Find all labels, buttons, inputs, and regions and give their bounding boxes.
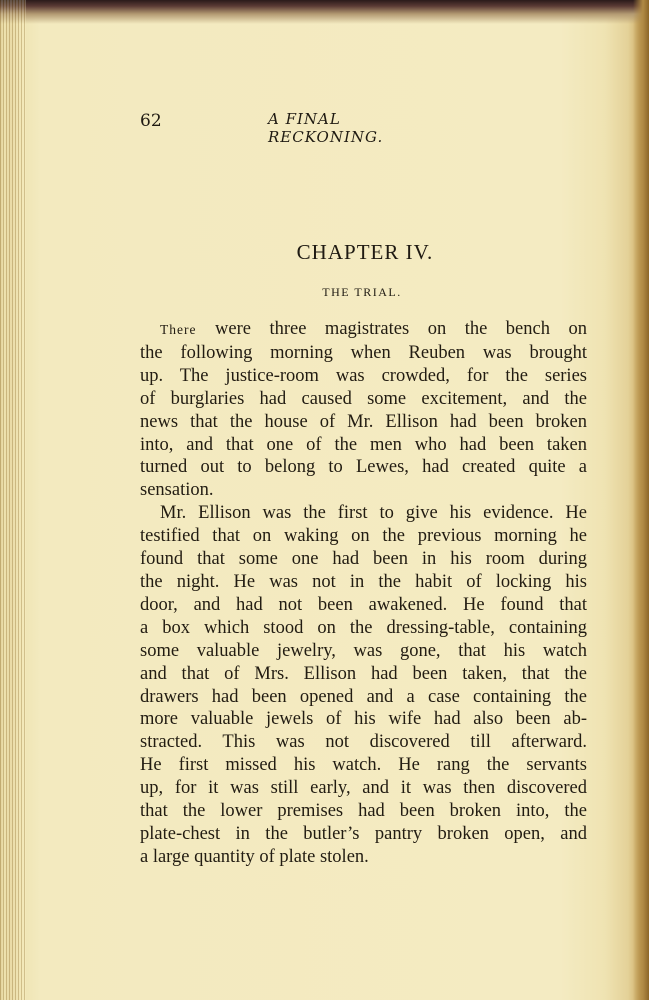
text-line: plate-chest in the butler’s pantry broken open, and: [140, 823, 587, 844]
text-line: into, and that one of the men who had been taken: [140, 434, 587, 455]
text-line: drawers had been opened and a case containing the: [140, 686, 587, 707]
chapter-heading: CHAPTER IV.: [296, 240, 434, 264]
text-line: There were three magistrates on the bench on: [160, 319, 587, 339]
text-line: the night. He was not in the habit of locking his: [140, 571, 587, 592]
text-line: Mr. Ellison was the first to give his evidence. He: [160, 503, 587, 524]
page-number: 62: [140, 111, 162, 131]
text-line: up, for it was still early, and it was then discovered: [140, 778, 587, 799]
paragraph-1: [140, 318, 587, 502]
text-line: news that the house of Mr. Ellison had been broken: [140, 411, 587, 432]
text-line: turned out to belong to Lewes, had created quite a: [140, 457, 587, 478]
text-line: more valuable jewels of his wife had also been ab-: [140, 709, 587, 730]
paragraph-2: [140, 502, 587, 869]
text-line: some valuable jewelry, was gone, that his watch: [140, 640, 587, 661]
text-line: He first missed his watch. He rang the servants: [140, 755, 587, 776]
page-top-shadow: [0, 0, 649, 24]
page-fore-edge: [633, 0, 649, 1000]
text-line: testified that on waking on the previous morning he: [140, 526, 587, 547]
small-caps-opening-word: There: [160, 322, 197, 337]
text-line: up. The justice-room was crowded, for the series: [140, 365, 587, 386]
running-head: [140, 108, 460, 146]
text-line: of burglaries had caused some excitement, and the: [140, 388, 587, 409]
text-line: a large quantity of plate stolen.: [140, 846, 369, 867]
text-line: that the lower premises had been broken into, the: [140, 801, 587, 822]
running-title: A FINAL RECKONING.: [268, 110, 384, 146]
chapter-subtitle: THE TRIAL.: [322, 285, 402, 299]
text-line: door, and had not been awakened. He found that: [140, 594, 587, 615]
text-line: a box which stood on the dressing-table, containing: [140, 617, 587, 638]
text-line: and that of Mrs. Ellison had been taken, that the: [140, 663, 587, 684]
text-line: sensation.: [140, 480, 214, 501]
page-gutter-edge: [0, 0, 26, 1000]
text-line: stracted. This was not discovered till afterward.: [140, 732, 587, 753]
text-line: the following morning when Reuben was brought: [140, 342, 587, 363]
body-text: [140, 318, 587, 869]
text-line: found that some one had been in his room during: [140, 549, 587, 570]
